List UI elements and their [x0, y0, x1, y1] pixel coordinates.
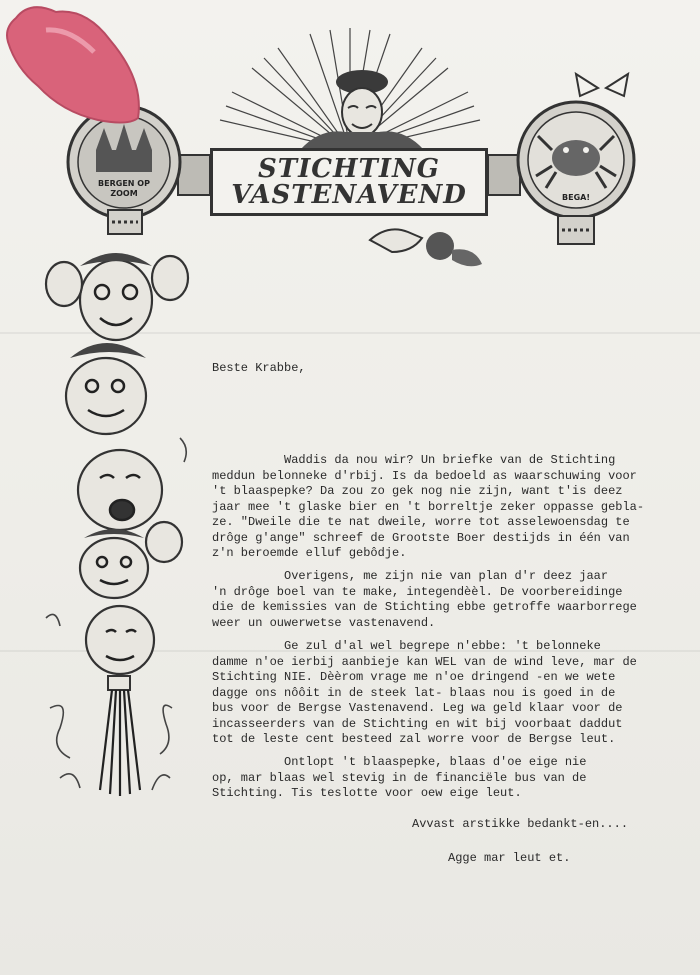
left-connector: [178, 155, 210, 195]
face-illustration: [66, 358, 146, 434]
right-connector: [488, 155, 520, 195]
letterhead-title-banner: [210, 148, 488, 216]
right-seal: [518, 74, 634, 244]
letter-greeting: Beste Krabbe,: [212, 361, 306, 375]
pointing-hand-figure: [370, 229, 482, 266]
letter-paragraph-4: Ontlopt 't blaaspepke, blaas d'oe eige nie op, mar blaas wel stevig in de financiële bus van de Stichting. Tis teslotte voor oew eige leut.: [212, 755, 587, 800]
letter-paragraph-1: Waddis da nou wir? Un briefke van de Stichting meddun belonneke d'rbij. Is da bedoeld as waarschuwing voor 't blaaspepke? Da zou zo gek nog nie zijn, want t'is deez jaar mee 't glaske bier en 't borreltje zeker oppasse gebla- ze. "Dweile die te nat dweile, worre tot asselewoensdag te drôge g'ange" schreef de Grootste Boer destijds in één van z'n beroemde elluf gebôdje.: [212, 453, 645, 560]
letter-closing: Avvast arstikke bedankt-en....: [412, 817, 629, 831]
carnival-faces-column: [40, 238, 200, 810]
right-seal-text: BEGA!: [562, 193, 590, 202]
face-illustration: [86, 606, 154, 674]
title-line-1: STICHTING: [257, 154, 441, 184]
jester-figure: [300, 70, 424, 150]
letter-paragraph-2: Overigens, me zijn nie van plan d'r deez jaar 'n drôge boel van te make, integendèèl. De voorbereidinge die de kemissies van de Stichting ebbe getroffe waarborrege weer un ouwerwetse vastenavend.: [212, 569, 637, 630]
hanging-tassel: [100, 690, 140, 796]
balloon-attachment: [0, 0, 160, 140]
face-illustration: [80, 538, 148, 598]
left-seal-text-2: ZOOM: [110, 189, 138, 198]
letter-paragraph-3: Ge zul d'al wel begrepe n'ebbe: 't belonneke damme n'oe ierbij aanbieje kan WEL van de wind leve, mar de Stichting NIE. Dèèrom vrage me n'oe dringend -en we wete dagge ons nôôit in de steek lat- blaas nou is goed in de bus voor de Bergse Vastenavend. Leg wa geld klaar voor de incasseerders van de Stichting en wit bij voorbaat daddut tot de leste cent besteed zal worre voor de Bergse leut.: [212, 639, 637, 746]
face-illustration: [80, 260, 152, 340]
letter-signoff: Agge mar leut et.: [448, 851, 571, 865]
left-seal-text-1: BERGEN OP: [98, 179, 150, 188]
title-line-2: VASTENAVEND: [231, 180, 467, 210]
